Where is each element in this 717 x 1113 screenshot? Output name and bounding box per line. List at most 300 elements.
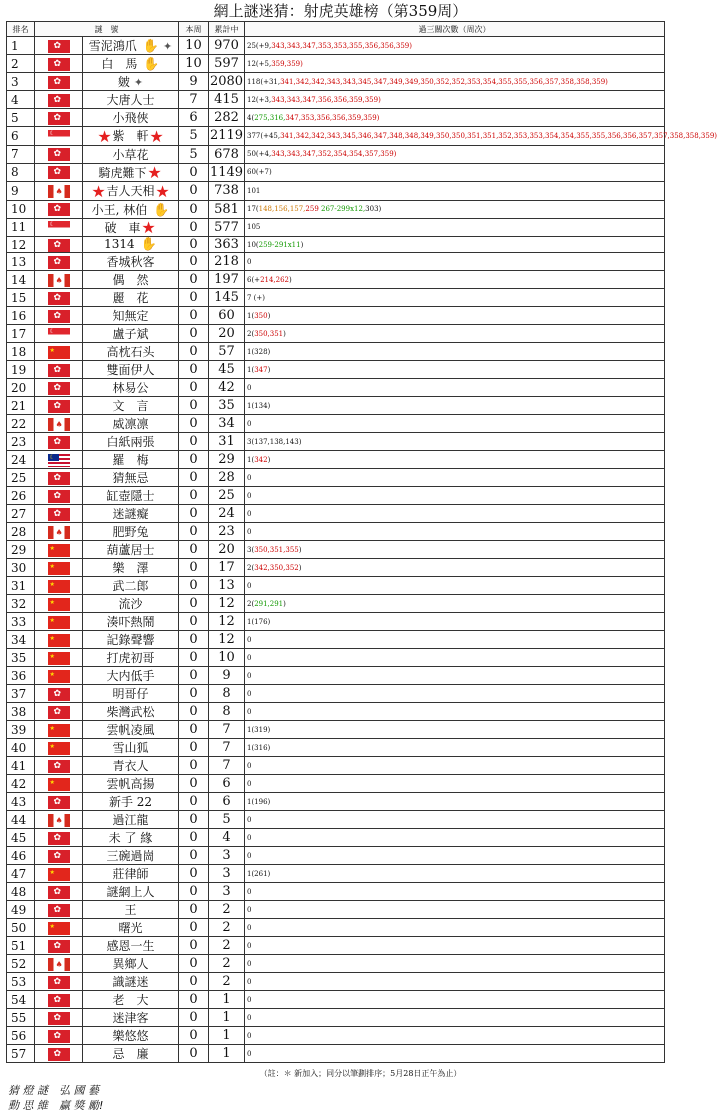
name-cell [83, 883, 179, 901]
table-row [7, 289, 665, 307]
history-cell [245, 937, 665, 955]
player-name: 迷津客 [112, 1011, 149, 1025]
player-name: 1314 [104, 237, 135, 251]
total-score-cell: 12 [209, 613, 245, 631]
history-cell [245, 379, 665, 397]
week-score-cell: 0 [179, 271, 209, 289]
player-name: 莊律師 [112, 867, 149, 881]
total-score-cell: 12 [209, 595, 245, 613]
player-name: 高枕石头 [106, 345, 155, 359]
history-segment: 0 [247, 887, 252, 896]
table-row [7, 865, 665, 883]
hk-flag-icon [48, 310, 70, 323]
total-score-cell: 218 [209, 253, 245, 271]
history-segment: 50(+4, [247, 150, 272, 158]
player-name: 猜無忌 [112, 471, 149, 485]
week-score-cell: 0 [179, 218, 209, 237]
name-cell [83, 523, 179, 541]
player-name: 大唐人士 [106, 93, 155, 107]
hk-flag-icon [48, 382, 70, 395]
week-score-cell: 0 [179, 649, 209, 667]
history-segment: 0 [247, 1031, 252, 1040]
history-cell [245, 919, 665, 937]
history-cell [245, 793, 665, 811]
name-cell [83, 865, 179, 883]
history-segment: 4( [247, 113, 255, 122]
name-cell [83, 163, 179, 182]
week-score-cell: 10 [179, 55, 209, 73]
total-score-cell: 2 [209, 919, 245, 937]
history-segment: 0 [247, 671, 252, 680]
cn-flag-icon [48, 778, 70, 791]
player-name: 王 [124, 903, 137, 917]
history-segment: 341,342,342,343,345,346,347,348,348,349,350,350,351,351,352,353,353,354,354,355,355,356,356,357,357,358,358,359) [280, 131, 717, 140]
history-cell [245, 847, 665, 865]
history-segment: ) [289, 275, 292, 284]
star-badge-icon: ★ [155, 181, 170, 201]
rank-cell: 29 [7, 541, 35, 559]
player-name: 樂悠悠 [112, 1029, 149, 1043]
cn-flag-icon [48, 670, 70, 683]
history-segment: 259 [305, 205, 321, 213]
header-rank: 排名 [7, 22, 35, 37]
player-name: 林易公 [112, 381, 149, 395]
table-row [7, 469, 665, 487]
history-segment: 1(328) [247, 347, 271, 356]
history-segment: 359,359) [271, 59, 303, 68]
week-score-cell: 0 [179, 182, 209, 201]
ca-flag-icon [48, 526, 70, 539]
flag-cell [35, 218, 83, 237]
week-score-cell: 0 [179, 919, 209, 937]
week-score-cell: 0 [179, 721, 209, 739]
hk-flag-icon [48, 688, 70, 701]
table-row [7, 127, 665, 146]
rank-cell: 23 [7, 433, 35, 451]
name-cell [83, 127, 179, 146]
week-score-cell: 0 [179, 433, 209, 451]
cn-flag-icon [48, 724, 70, 737]
history-cell [245, 523, 665, 541]
history-segment: 3( [247, 545, 255, 554]
history-segment: 0 [247, 257, 252, 266]
name-cell [83, 577, 179, 595]
name-cell [83, 397, 179, 415]
name-cell [83, 1045, 179, 1063]
history-cell [245, 649, 665, 667]
flag-cell [35, 613, 83, 631]
history-cell [245, 541, 665, 559]
table-row [7, 739, 665, 757]
week-score-cell: 0 [179, 559, 209, 577]
flag-cell [35, 361, 83, 379]
total-score-cell: 1149 [209, 164, 244, 180]
total-score-cell: 2 [209, 955, 245, 973]
hk-flag-icon [48, 400, 70, 413]
week-score-cell: 0 [179, 955, 209, 973]
history-cell [245, 1009, 665, 1027]
week-score-cell: 0 [179, 163, 209, 182]
rank-cell: 13 [7, 253, 35, 271]
cn-flag-icon [48, 544, 70, 557]
name-cell [83, 1027, 179, 1045]
week-score-cell: 0 [179, 577, 209, 595]
week-score-cell: 0 [179, 847, 209, 865]
history-cell [245, 973, 665, 991]
total-score-cell: 6 [209, 793, 245, 811]
rank-cell: 48 [7, 883, 35, 901]
name-cell [83, 703, 179, 721]
week-score-cell: 6 [179, 109, 209, 127]
table-row [7, 307, 665, 325]
table-row [7, 595, 665, 613]
player-name: 盧子斌 [112, 327, 149, 341]
history-cell [245, 721, 665, 739]
rank-cell: 15 [7, 289, 35, 307]
history-segment: 1( [247, 365, 255, 374]
flag-cell [35, 200, 83, 218]
rank-cell: 17 [7, 325, 35, 343]
flag-cell [35, 91, 83, 109]
flag-cell [35, 469, 83, 487]
week-score-cell: 0 [179, 343, 209, 361]
week-score-cell: 0 [179, 451, 209, 469]
rank-cell: 34 [7, 631, 35, 649]
week-score-cell: 0 [179, 739, 209, 757]
table-row [7, 1045, 665, 1063]
rank-cell: 33 [7, 613, 35, 631]
history-segment: 0 [247, 815, 252, 824]
total-score-cell: 25 [209, 487, 245, 505]
rank-cell: 8 [7, 163, 35, 182]
flag-cell [35, 793, 83, 811]
table-row [7, 200, 665, 218]
flag-cell [35, 703, 83, 721]
table-row [7, 505, 665, 523]
history-cell [245, 37, 665, 55]
rank-cell: 27 [7, 505, 35, 523]
history-segment: 0 [247, 923, 252, 932]
week-score-cell: 7 [179, 91, 209, 109]
week-score-cell: 0 [179, 811, 209, 829]
hk-flag-icon [48, 472, 70, 485]
total-score-cell: 678 [209, 145, 245, 163]
table-row [7, 55, 665, 73]
hk-flag-icon [48, 364, 70, 377]
player-name: 未 了 緣 [108, 831, 153, 845]
name-cell [83, 200, 179, 218]
name-cell [83, 631, 179, 649]
name-cell [83, 919, 179, 937]
hk-flag-icon [48, 40, 70, 53]
name-cell [83, 1009, 179, 1027]
rank-cell: 53 [7, 973, 35, 991]
player-name: 文 言 [112, 399, 149, 413]
history-cell [245, 685, 665, 703]
rank-cell: 54 [7, 991, 35, 1009]
history-cell [245, 865, 665, 883]
week-score-cell: 0 [179, 865, 209, 883]
player-name: 忌 廉 [112, 1047, 149, 1061]
total-score-cell: 60 [209, 307, 245, 325]
player-name: 雙面伊人 [106, 363, 155, 377]
flag-cell [35, 919, 83, 937]
history-cell [245, 631, 665, 649]
table-row [7, 37, 665, 55]
page-title: 網上謎迷猜：射虎英雄榜（第359周） [213, 2, 468, 20]
sg-flag-icon [48, 221, 70, 234]
name-cell [83, 343, 179, 361]
rank-cell: 28 [7, 523, 35, 541]
history-cell [245, 991, 665, 1009]
table-row [7, 343, 665, 361]
table-row [7, 271, 665, 289]
total-score-cell: 282 [209, 109, 245, 127]
history-segment: 2( [247, 599, 255, 608]
bat-icon: ✦ [133, 76, 144, 89]
history-segment: 1(134) [247, 401, 271, 410]
table-row [7, 703, 665, 721]
name-cell [83, 469, 179, 487]
rank-cell: 18 [7, 343, 35, 361]
week-score-cell: 10 [179, 37, 209, 55]
table-row [7, 325, 665, 343]
history-segment: 350,351,355 [254, 545, 299, 554]
player-name: 肥野兔 [112, 525, 149, 539]
flag-cell [35, 757, 83, 775]
name-cell [83, 433, 179, 451]
table-row [7, 182, 665, 201]
history-segment: 1(196) [247, 797, 271, 806]
hk-flag-icon [48, 58, 70, 71]
player-name: 老 大 [112, 993, 149, 1007]
total-score-cell: 970 [209, 37, 245, 55]
history-cell [245, 703, 665, 721]
table-row [7, 218, 665, 237]
rank-cell: 16 [7, 307, 35, 325]
hk-flag-icon [48, 886, 70, 899]
player-name: 小王, 林伯 [91, 202, 148, 217]
history-segment: 0 [247, 383, 252, 392]
history-cell [245, 307, 665, 325]
rank-cell: 38 [7, 703, 35, 721]
star-badge-icon: ★ [141, 218, 156, 237]
history-cell [245, 200, 665, 218]
player-name: 雲帆凌風 [106, 723, 155, 737]
name-cell [83, 685, 179, 703]
flag-cell [35, 883, 83, 901]
history-cell [245, 505, 665, 523]
table-row [7, 253, 665, 271]
name-cell [83, 55, 179, 73]
table-row [7, 775, 665, 793]
flag-cell [35, 397, 83, 415]
player-name: 吉人天相 [106, 184, 155, 198]
week-score-cell: 0 [179, 523, 209, 541]
week-score-cell: 0 [179, 883, 209, 901]
rank-cell: 3 [7, 73, 35, 91]
week-score-cell: 5 [179, 145, 209, 163]
cn-flag-icon [48, 868, 70, 881]
table-row [7, 1009, 665, 1027]
cn-flag-icon [48, 616, 70, 629]
rank-cell: 42 [7, 775, 35, 793]
week-score-cell: 0 [179, 237, 209, 253]
flag-cell [35, 595, 83, 613]
name-cell [83, 325, 179, 343]
history-cell [245, 613, 665, 631]
history-segment: 10( [247, 240, 259, 249]
name-cell [83, 667, 179, 685]
player-name: 雪泥鴻爪 [88, 39, 137, 53]
total-score-cell: 57 [209, 343, 245, 361]
history-segment: 0 [247, 959, 252, 968]
history-segment: 2( [247, 329, 255, 338]
total-score-cell: 42 [209, 379, 245, 397]
name-cell [83, 775, 179, 793]
player-name: 大内低手 [106, 669, 155, 683]
week-score-cell: 0 [179, 703, 209, 721]
table-row [7, 901, 665, 919]
hand-icon: ✋ [142, 39, 159, 54]
week-score-cell: 0 [179, 379, 209, 397]
name-cell [83, 793, 179, 811]
total-score-cell: 23 [209, 523, 245, 541]
player-name: 湊吓熱鬧 [106, 615, 155, 629]
hk-flag-icon [48, 832, 70, 845]
history-segment: 343,343,347,353,353,355,356,356,359) [271, 41, 412, 50]
week-score-cell: 0 [179, 487, 209, 505]
table-row [7, 937, 665, 955]
player-name: 香城秋客 [106, 255, 155, 269]
history-segment: 118(+31, [247, 77, 281, 86]
history-segment: 1(261) [247, 869, 271, 878]
history-segment: 101 [247, 186, 261, 195]
hk-flag-icon [48, 976, 70, 989]
rank-cell: 19 [7, 361, 35, 379]
total-score-cell: 20 [209, 325, 245, 343]
player-name: 謎網上人 [106, 885, 155, 899]
history-segment: 0 [247, 581, 252, 590]
name-cell [83, 218, 179, 237]
player-name: 偶 然 [112, 273, 149, 287]
cn-flag-icon [48, 598, 70, 611]
rank-cell: 56 [7, 1027, 35, 1045]
sg-flag-icon [48, 328, 70, 341]
table-row [7, 757, 665, 775]
history-segment: 60(+7) [247, 168, 272, 177]
rank-cell: 57 [7, 1045, 35, 1063]
table-row [7, 109, 665, 127]
leaderboard-table [6, 21, 717, 1063]
total-score-cell: 3 [209, 865, 245, 883]
star-badge-icon: ★ [149, 126, 164, 146]
player-name: 武二郎 [112, 579, 149, 593]
player-name: 青衣人 [112, 759, 149, 773]
table-row [7, 793, 665, 811]
history-cell [245, 955, 665, 973]
flag-cell [35, 991, 83, 1009]
table-row [7, 451, 665, 469]
history-segment: ) [300, 240, 304, 249]
history-cell [245, 109, 665, 127]
name-cell [83, 829, 179, 847]
history-segment: 214,262 [260, 275, 290, 284]
name-cell [83, 901, 179, 919]
rank-cell: 44 [7, 811, 35, 829]
total-score-cell: 29 [209, 451, 245, 469]
table-row [7, 237, 665, 253]
header-week: 本周 [179, 22, 209, 37]
flag-cell [35, 182, 83, 201]
history-segment: 0 [247, 509, 252, 518]
table-row [7, 811, 665, 829]
week-score-cell: 0 [179, 757, 209, 775]
rank-cell: 2 [7, 55, 35, 73]
history-segment: 347 [254, 365, 268, 374]
player-name: 小飛俠 [112, 111, 149, 125]
history-segment: 0 [247, 941, 252, 950]
week-score-cell: 0 [179, 685, 209, 703]
total-score-cell: 6 [209, 775, 245, 793]
week-score-cell: 0 [179, 469, 209, 487]
history-segment: 0 [247, 977, 252, 986]
flag-cell [35, 721, 83, 739]
table-row [7, 991, 665, 1009]
total-score-cell: 597 [209, 55, 245, 73]
player-name: 白紙兩張 [106, 435, 155, 449]
history-segment: 0 [247, 473, 252, 482]
flag-cell [35, 55, 83, 73]
rank-cell: 32 [7, 595, 35, 613]
total-score-cell: 13 [209, 577, 245, 595]
name-cell [83, 811, 179, 829]
total-score-cell: 581 [209, 200, 245, 218]
week-score-cell: 0 [179, 613, 209, 631]
week-score-cell: 0 [179, 415, 209, 433]
hk-flag-icon [48, 1048, 70, 1061]
name-cell [83, 613, 179, 631]
flag-cell [35, 415, 83, 433]
history-cell [245, 775, 665, 793]
player-name: 缸壺隱士 [106, 489, 155, 503]
total-score-cell: 34 [209, 415, 245, 433]
history-cell [245, 451, 665, 469]
week-score-cell: 0 [179, 505, 209, 523]
name-cell [83, 937, 179, 955]
history-cell [245, 361, 665, 379]
hk-flag-icon [48, 256, 70, 269]
history-cell [245, 289, 665, 307]
player-name: 三碗過崗 [106, 849, 155, 863]
rank-cell: 24 [7, 451, 35, 469]
history-segment: 342,350,352 [254, 563, 299, 572]
history-segment: 347,353,356,356,359,359) [285, 113, 380, 122]
hk-flag-icon [48, 508, 70, 521]
hand-icon: ✋ [143, 57, 160, 72]
rank-cell: 51 [7, 937, 35, 955]
rank-cell: 49 [7, 901, 35, 919]
history-segment: 350 [254, 311, 268, 320]
history-segment: ) [267, 311, 271, 320]
flag-cell [35, 865, 83, 883]
table-row [7, 541, 665, 559]
table-row [7, 73, 665, 91]
rank-cell: 6 [7, 127, 35, 146]
flag-cell [35, 955, 83, 973]
rank-cell: 40 [7, 739, 35, 757]
week-score-cell: 0 [179, 1045, 209, 1063]
